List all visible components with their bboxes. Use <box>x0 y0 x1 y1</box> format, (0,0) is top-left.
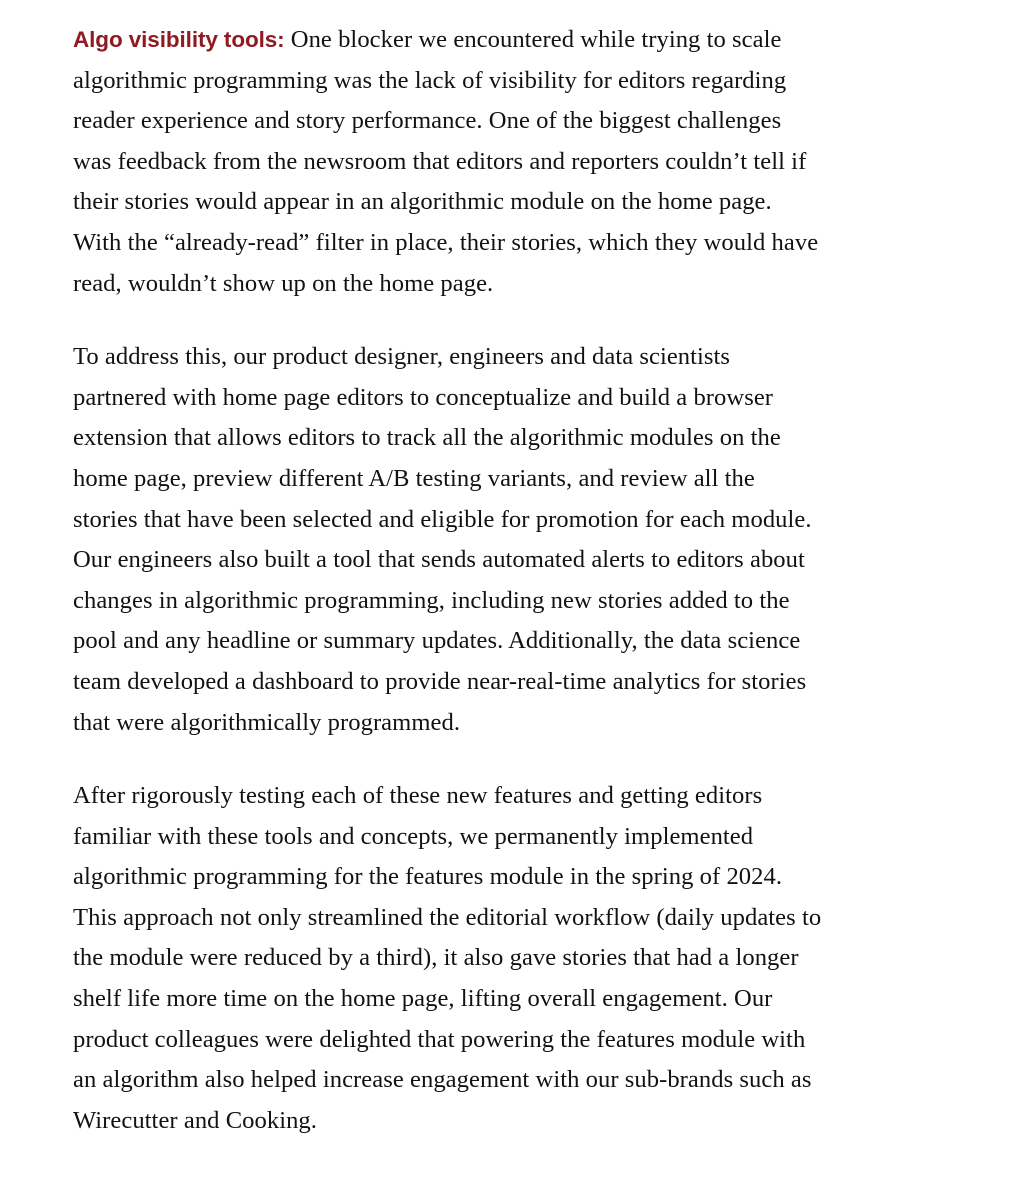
paragraph-algo-visibility-tools <box>73 20 990 304</box>
paragraph-line: was feedback from the newsroom that editors and reporters couldn’t tell if <box>73 147 807 175</box>
paragraph-line: pool and any headline or summary updates. Additionally, the data science <box>73 627 801 655</box>
paragraph-line: With the “already-read” filter in place, their stories, which they would have <box>73 228 819 256</box>
paragraph-line: home page, preview different A/B testing variants, and review all the <box>73 464 755 492</box>
paragraph-line: read, wouldn’t show up on the home page. <box>73 269 494 297</box>
paragraph-line: product colleagues were delighted that powering the features module with <box>73 1025 806 1053</box>
paragraph-line: their stories would appear in an algorithmic module on the home page. <box>73 188 772 216</box>
paragraph-permanent-implementation <box>73 776 990 1141</box>
paragraph-line: shelf life more time on the home page, lifting overall engagement. Our <box>73 985 773 1013</box>
paragraph-line: algorithmic programming for the features module in the spring of 2024. <box>73 863 783 891</box>
paragraph-line: partnered with home page editors to conceptualize and build a browser <box>73 383 774 411</box>
paragraph-line: This approach not only streamlined the editorial workflow (daily updates to <box>73 903 822 931</box>
paragraph-line: algorithmic programming was the lack of visibility for editors regarding <box>73 66 787 94</box>
paragraph-line: team developed a dashboard to provide near-real-time analytics for stories <box>73 667 807 695</box>
paragraph-line: reader experience and story performance. One of the biggest challenges <box>73 107 782 135</box>
paragraph-line: stories that have been selected and eligible for promotion for each module. <box>73 505 812 533</box>
paragraph-line: To address this, our product designer, engineers and data scientists <box>73 343 731 371</box>
paragraph-line <box>73 20 990 61</box>
paragraph-line: Wirecutter and Cooking. <box>73 1106 317 1134</box>
paragraph-line: After rigorously testing each of these new features and getting editors <box>73 782 763 810</box>
paragraph-line: that were algorithmically programmed. <box>73 708 461 736</box>
paragraph-line: the module were reduced by a third), it also gave stories that had a longer <box>73 944 799 972</box>
paragraph-line: an algorithm also helped increase engagement with our sub-brands such as <box>73 1066 812 1094</box>
section-lead-in: Algo visibility tools: <box>73 27 285 52</box>
paragraph-line: extension that allows editors to track all the algorithmic modules on the <box>73 424 781 452</box>
paragraph-browser-extension <box>73 337 990 743</box>
paragraph-line: changes in algorithmic programming, including new stories added to the <box>73 586 790 614</box>
paragraph-line: familiar with these tools and concepts, we permanently implemented <box>73 822 754 850</box>
paragraph-line: Our engineers also built a tool that sends automated alerts to editors about <box>73 546 805 574</box>
line-text: One blocker we encountered while trying to scale <box>284 26 782 53</box>
